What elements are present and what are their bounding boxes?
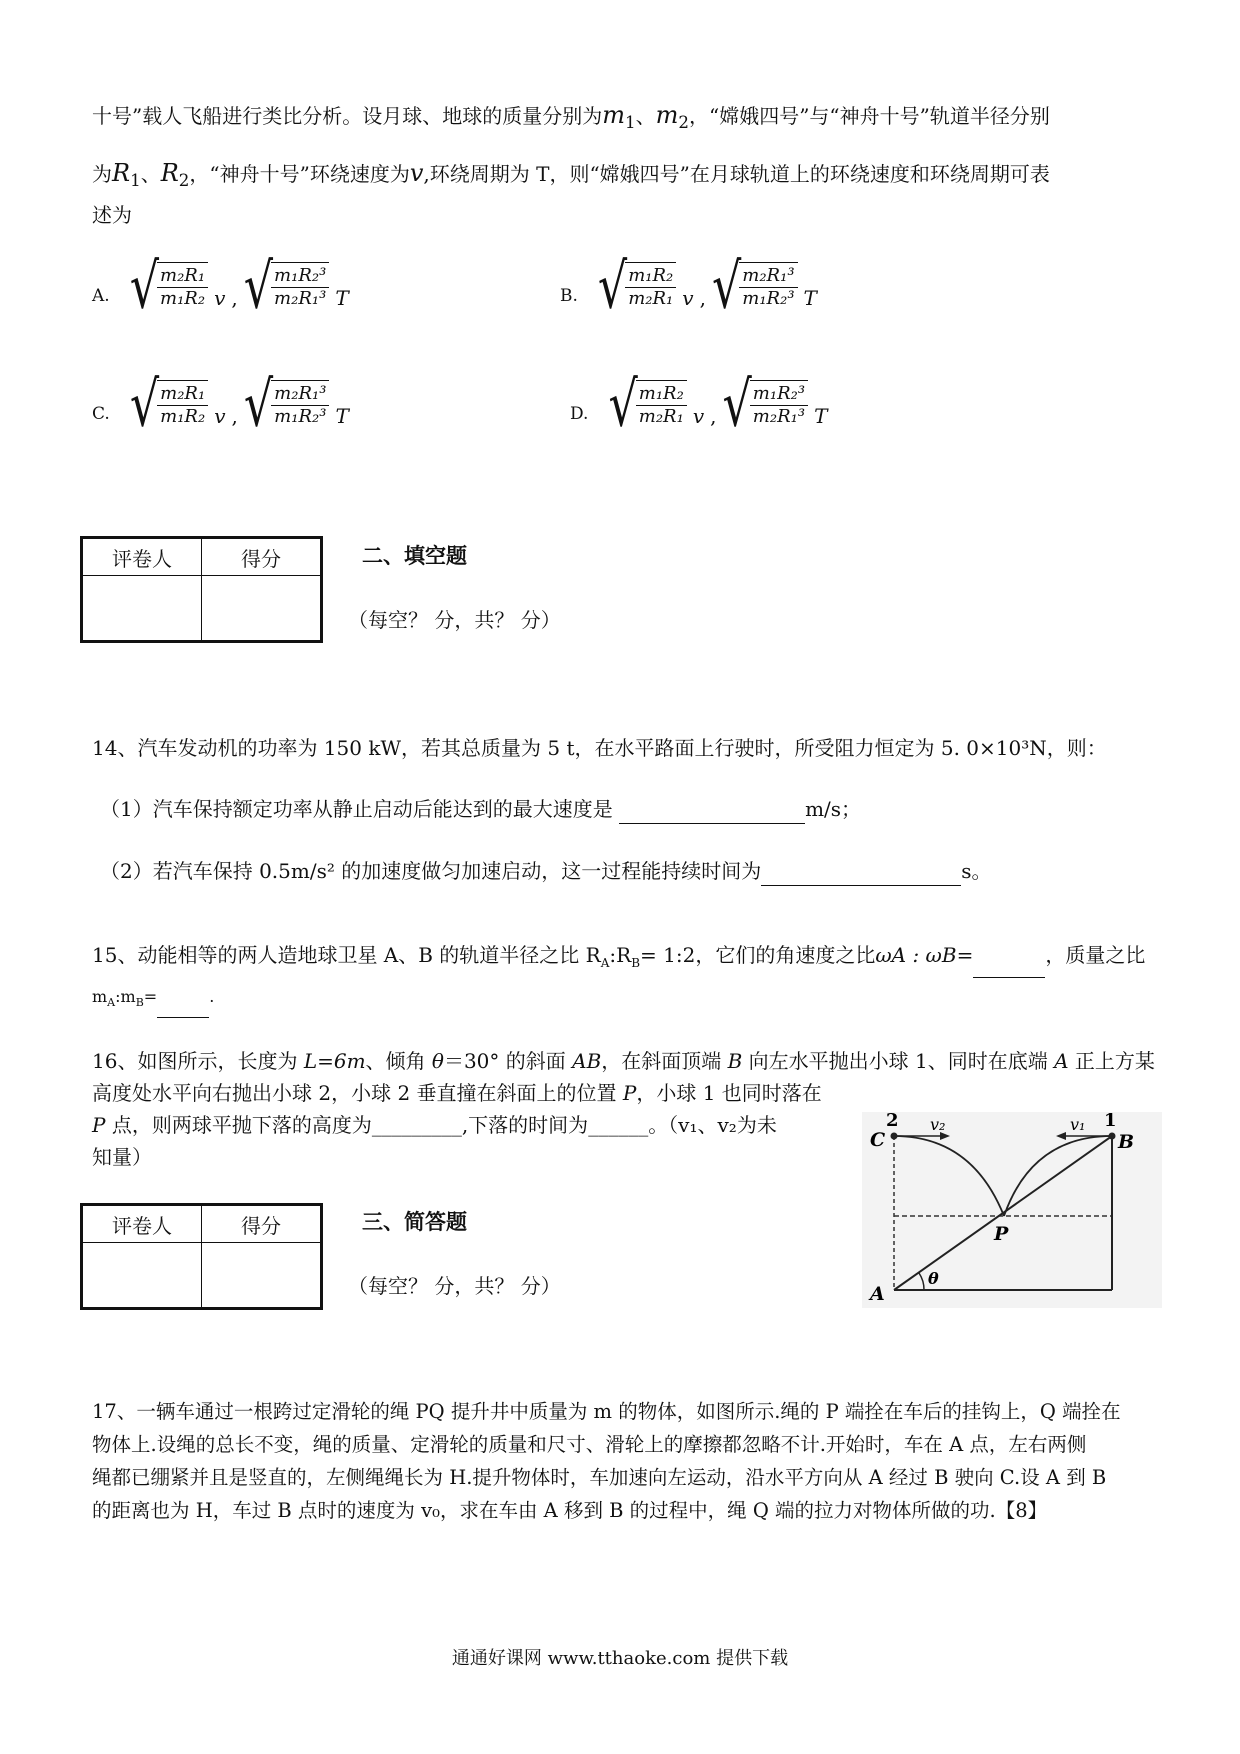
label-a: A (870, 1283, 885, 1305)
sqrt-t-b: √ $\frac{\text{m₂R₁³}}{\text{m₁R₂³}}$ (712, 262, 798, 310)
q14-line1: 14、汽车发动机的功率为 150 kW，若其总质量为 5 t，在水平路面上行驶时，所受阻力恒定为 5. 0×10³N，则： (92, 736, 1107, 760)
grader-header: 评卷人 (82, 1205, 202, 1243)
sqrt-t-d: √ $\frac{\text{m₁R₂³}}{\text{m₂R₁³}}$ (722, 380, 808, 428)
page-footer: 通通好课网 www.tthaoke.com 提供下载 (451, 1648, 789, 1669)
q15-answer-2-blank[interactable] (157, 995, 209, 1018)
q16-answer-2-blank[interactable]: ______ (588, 1113, 649, 1137)
ball-1-dot (1109, 1133, 1116, 1140)
q15-line1: 15、动能相等的两人造地球卫星 A、B 的轨道半径之比 $R_A:R_B=$ 1:2，它们的角速度之比ωA : ωB= ，质量之比 (92, 940, 1145, 978)
q16-line1: 16、如图所示，长度为 L=6m、倾角 θ＝30° 的斜面 AB，在斜面顶端 B 向左水平抛出小球 1、同时在底端 A 正上方某 (92, 1049, 1155, 1073)
section-2-title: 二、填空题 (362, 544, 467, 568)
score-cell (202, 1243, 322, 1309)
section-2-note: （每空？ 分，共？ 分） (348, 608, 561, 632)
q16-answer-1-blank[interactable]: _________ (371, 1113, 462, 1137)
label-ball-1: 1 (1104, 1112, 1117, 1131)
grader-cell (82, 576, 202, 642)
q16-line4: 知量） (92, 1145, 152, 1169)
score-table-1 (80, 536, 323, 643)
grader-header: 评卷人 (82, 538, 202, 576)
q14-answer-2-blank[interactable] (761, 863, 961, 886)
score-header: 得分 (202, 538, 322, 576)
q14-part2: （2）若汽车保持 0.5m/s² 的加速度做匀加速启动，这一过程能持续时间为 s。 (100, 856, 992, 886)
q15-answer-1-blank[interactable] (973, 955, 1045, 978)
ball-2-dot (891, 1133, 898, 1140)
label-ball-2: 2 (886, 1112, 899, 1131)
option-c: C. √ $\frac{\text{m₂R₁}}{\text{m₁R₂}}$ v , √ $\frac{\text{m₂R₁³}}{\text{m₁R₂³}}$ T (92, 367, 349, 441)
q17-line2: 物体上.设绳的总长不变，绳的质量、定滑轮的质量和尺寸、滑轮上的摩擦都忽略不计.开始时，车在 A 点，左右两侧 (92, 1433, 1087, 1456)
figure-background (862, 1112, 1162, 1308)
q16-line3: P 点，则两球平抛下落的高度为_________,下落的时间为______。（v₁、v₂为未 (92, 1113, 777, 1137)
q13-line1: 十号”载人飞船进行类比分析。设月球、地球的质量分别为$m_1$、$m_2$，“嫦娥四号”与“神舟十号”轨道半径分别 (92, 101, 1050, 132)
sqrt-v-a: √ $\frac{\text{m₂R₁}}{\text{m₁R₂}}$ (130, 262, 208, 310)
q16-line2: 高度处水平向右抛出小球 2，小球 2 垂直撞在斜面上的位置 P，小球 1 也同时落在 (92, 1081, 822, 1105)
section-3-note: （每空？ 分，共？ 分） (348, 1274, 561, 1298)
q13-line3: 述为 (92, 203, 132, 227)
option-b: B. √ $\frac{\text{m₁R₂}}{\text{m₂R₁}}$ v , √ $\frac{\text{m₂R₁³}}{\text{m₁R₂³}}$ T (560, 249, 817, 323)
label-p: P (994, 1223, 1009, 1245)
q14-answer-1-blank[interactable] (619, 801, 805, 824)
label-v2: v₂ (930, 1115, 946, 1134)
score-header: 得分 (202, 1205, 322, 1243)
sqrt-v-c: √ $\frac{\text{m₂R₁}}{\text{m₁R₂}}$ (130, 380, 208, 428)
label-theta: θ (928, 1269, 939, 1288)
section-3-title: 三、简答题 (362, 1210, 467, 1234)
sqrt-t-c: √ $\frac{\text{m₂R₁³}}{\text{m₁R₂³}}$ (244, 380, 330, 428)
sqrt-v-d: √ $\frac{\text{m₁R₂}}{\text{m₂R₁}}$ (608, 380, 686, 428)
sqrt-v-b: √ $\frac{\text{m₁R₂}}{\text{m₂R₁}}$ (598, 262, 676, 310)
q17-line1: 17、一辆车通过一根跨过定滑轮的绳 PQ 提升井中质量为 m 的物体，如图所示.绳的 P 端拴在车后的挂钩上，Q 端拴在 (92, 1400, 1121, 1423)
projectile-incline-figure (862, 1112, 1162, 1308)
score-cell (202, 576, 322, 642)
option-a: A. √ $\frac{\text{m₂R₁}}{\text{m₁R₂}}$ v , √ $\frac{\text{m₁R₂³}}{\text{m₂R₁³}}$ T (92, 249, 349, 323)
label-v1: v₁ (1070, 1115, 1086, 1134)
sqrt-t-a: √ $\frac{\text{m₁R₂³}}{\text{m₂R₁³}}$ (244, 262, 330, 310)
option-d: D. √ $\frac{\text{m₁R₂}}{\text{m₂R₁}}$ v , √ $\frac{\text{m₁R₂³}}{\text{m₂R₁³}}$ T (570, 367, 828, 441)
q14-part1: （1）汽车保持额定功率从静止启动后能达到的最大速度是 m/s； (100, 794, 861, 824)
q17-line4: 的距离也为 H，车过 B 点时的速度为 v₀，求在车由 A 移到 B 的过程中，绳 Q 端的拉力对物体所做的功.【8】 (92, 1499, 1048, 1522)
q15-line2: $m_A:m_B=$ . (92, 982, 214, 1018)
q13-line2: 为$R_1$、$R_2$，“神舟十号”环绕速度为v,环绕周期为 T，则“嫦娥四号”在月球轨道上的环绕速度和环绕周期可表 (92, 159, 1050, 190)
label-b: B (1118, 1131, 1135, 1153)
q17-line3: 绳都已绷紧并且是竖直的，左侧绳绳长为 H.提升物体时，车加速向左运动，沿水平方向从 A 经过 B 驶向 C.设 A 到 B (92, 1466, 1107, 1489)
label-c: C (870, 1129, 886, 1151)
score-table-2 (80, 1203, 323, 1310)
grader-cell (82, 1243, 202, 1309)
